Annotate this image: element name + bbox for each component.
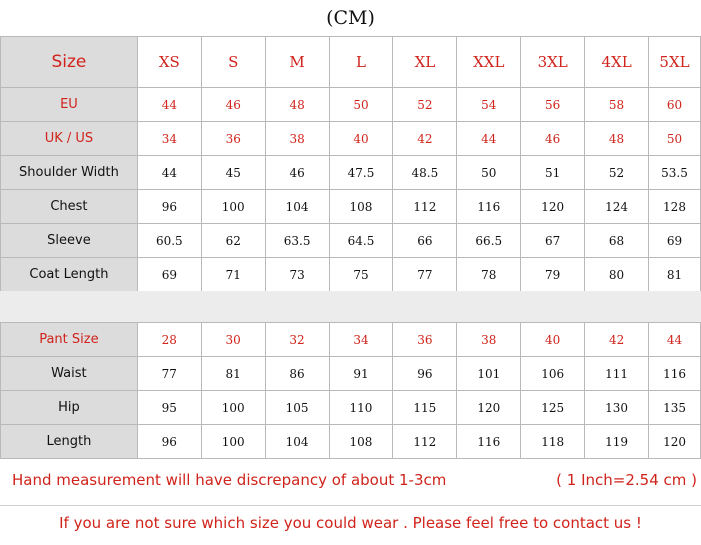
- pant-row: [1, 391, 701, 425]
- value-cell: 95: [137, 391, 201, 425]
- value-cell: 38: [265, 122, 329, 156]
- value-cell: 106: [521, 357, 585, 391]
- value-cell: 45: [201, 156, 265, 190]
- value-cell: 120: [649, 425, 701, 459]
- row-label: Hip: [1, 391, 138, 425]
- value-cell: 48: [265, 88, 329, 122]
- unit-title: (CM): [326, 7, 375, 29]
- value-cell: 66.5: [457, 224, 521, 258]
- value-cell: 96: [137, 190, 201, 224]
- value-cell: 56: [521, 88, 585, 122]
- value-cell: 79: [521, 258, 585, 292]
- value-cell: 135: [649, 391, 701, 425]
- value-cell: 51: [521, 156, 585, 190]
- value-cell: 44: [649, 323, 701, 357]
- size-header-cell: 3XL: [521, 37, 585, 88]
- value-cell: 48: [585, 122, 649, 156]
- contact-note: If you are not sure which size you could wear . Please feel free to contact us !: [59, 514, 642, 532]
- value-cell: 128: [649, 190, 701, 224]
- pant-row: [1, 357, 701, 391]
- value-cell: 73: [265, 258, 329, 292]
- value-cell: 36: [393, 323, 457, 357]
- value-cell: 130: [585, 391, 649, 425]
- value-cell: 69: [137, 258, 201, 292]
- value-cell: 69: [649, 224, 701, 258]
- value-cell: 60: [649, 88, 701, 122]
- value-cell: 42: [393, 122, 457, 156]
- value-cell: 30: [201, 323, 265, 357]
- value-cell: 77: [137, 357, 201, 391]
- divider: [0, 505, 701, 506]
- value-cell: 124: [585, 190, 649, 224]
- value-cell: 108: [329, 190, 393, 224]
- row-label: Chest: [1, 190, 138, 224]
- pant-size-table: [0, 322, 701, 459]
- value-cell: 125: [521, 391, 585, 425]
- value-cell: 46: [265, 156, 329, 190]
- value-cell: 34: [329, 323, 393, 357]
- value-cell: 71: [201, 258, 265, 292]
- value-cell: 68: [585, 224, 649, 258]
- value-cell: 100: [201, 391, 265, 425]
- size-header-cell: 5XL: [649, 37, 701, 88]
- coat-row: [1, 224, 701, 258]
- value-cell: 44: [137, 88, 201, 122]
- discrepancy-note: Hand measurement will have discrepancy of about 1-3cm: [12, 471, 447, 489]
- value-cell: 53.5: [649, 156, 701, 190]
- value-cell: 91: [329, 357, 393, 391]
- value-cell: 108: [329, 425, 393, 459]
- value-cell: 52: [585, 156, 649, 190]
- value-cell: 46: [201, 88, 265, 122]
- value-cell: 46: [521, 122, 585, 156]
- value-cell: 38: [457, 323, 521, 357]
- value-cell: 81: [201, 357, 265, 391]
- value-cell: 40: [521, 323, 585, 357]
- value-cell: 66: [393, 224, 457, 258]
- value-cell: 101: [457, 357, 521, 391]
- value-cell: 116: [457, 190, 521, 224]
- value-cell: 96: [137, 425, 201, 459]
- size-header-cell: XS: [137, 37, 201, 88]
- value-cell: 118: [521, 425, 585, 459]
- value-cell: 81: [649, 258, 701, 292]
- coat-row: [1, 156, 701, 190]
- value-cell: 54: [457, 88, 521, 122]
- value-cell: 64.5: [329, 224, 393, 258]
- measurement-note: [0, 459, 701, 505]
- value-cell: 116: [457, 425, 521, 459]
- row-label: Pant Size: [1, 323, 138, 357]
- value-cell: 44: [457, 122, 521, 156]
- pant-row: [1, 323, 701, 357]
- coat-row: [1, 122, 701, 156]
- value-cell: 44: [137, 156, 201, 190]
- value-cell: 28: [137, 323, 201, 357]
- value-cell: 40: [329, 122, 393, 156]
- row-label: Shoulder Width: [1, 156, 138, 190]
- value-cell: 111: [585, 357, 649, 391]
- value-cell: 78: [457, 258, 521, 292]
- value-cell: 75: [329, 258, 393, 292]
- value-cell: 96: [393, 357, 457, 391]
- row-label: Coat Length: [1, 258, 138, 292]
- table-spacer: [0, 291, 701, 322]
- pant-row: [1, 425, 701, 459]
- value-cell: 100: [201, 190, 265, 224]
- row-label: Length: [1, 425, 138, 459]
- value-cell: 119: [585, 425, 649, 459]
- size-header-cell: L: [329, 37, 393, 88]
- value-cell: 112: [393, 190, 457, 224]
- value-cell: 120: [521, 190, 585, 224]
- value-cell: 120: [457, 391, 521, 425]
- value-cell: 36: [201, 122, 265, 156]
- coat-row: [1, 88, 701, 122]
- size-header-cell: S: [201, 37, 265, 88]
- value-cell: 50: [649, 122, 701, 156]
- row-label: UK / US: [1, 122, 138, 156]
- coat-size-table: [0, 36, 701, 292]
- value-cell: 100: [201, 425, 265, 459]
- value-cell: 58: [585, 88, 649, 122]
- value-cell: 116: [649, 357, 701, 391]
- size-header-cell: M: [265, 37, 329, 88]
- coat-row: [1, 190, 701, 224]
- inch-conversion-note: ( 1 Inch=2.54 cm ): [556, 471, 697, 489]
- row-label: Waist: [1, 357, 138, 391]
- value-cell: 67: [521, 224, 585, 258]
- value-cell: 48.5: [393, 156, 457, 190]
- value-cell: 60.5: [137, 224, 201, 258]
- value-cell: 50: [329, 88, 393, 122]
- size-header-cell: 4XL: [585, 37, 649, 88]
- value-cell: 63.5: [265, 224, 329, 258]
- value-cell: 104: [265, 425, 329, 459]
- value-cell: 115: [393, 391, 457, 425]
- size-header-cell: XXL: [457, 37, 521, 88]
- size-header-cell: XL: [393, 37, 457, 88]
- coat-row: [1, 258, 701, 292]
- size-header-label: Size: [1, 37, 138, 88]
- value-cell: 50: [457, 156, 521, 190]
- value-cell: 52: [393, 88, 457, 122]
- value-cell: 47.5: [329, 156, 393, 190]
- value-cell: 80: [585, 258, 649, 292]
- value-cell: 105: [265, 391, 329, 425]
- value-cell: 32: [265, 323, 329, 357]
- size-header-row: [1, 37, 701, 88]
- value-cell: 112: [393, 425, 457, 459]
- row-label: EU: [1, 88, 138, 122]
- value-cell: 42: [585, 323, 649, 357]
- value-cell: 86: [265, 357, 329, 391]
- value-cell: 104: [265, 190, 329, 224]
- value-cell: 34: [137, 122, 201, 156]
- value-cell: 62: [201, 224, 265, 258]
- row-label: Sleeve: [1, 224, 138, 258]
- value-cell: 110: [329, 391, 393, 425]
- value-cell: 77: [393, 258, 457, 292]
